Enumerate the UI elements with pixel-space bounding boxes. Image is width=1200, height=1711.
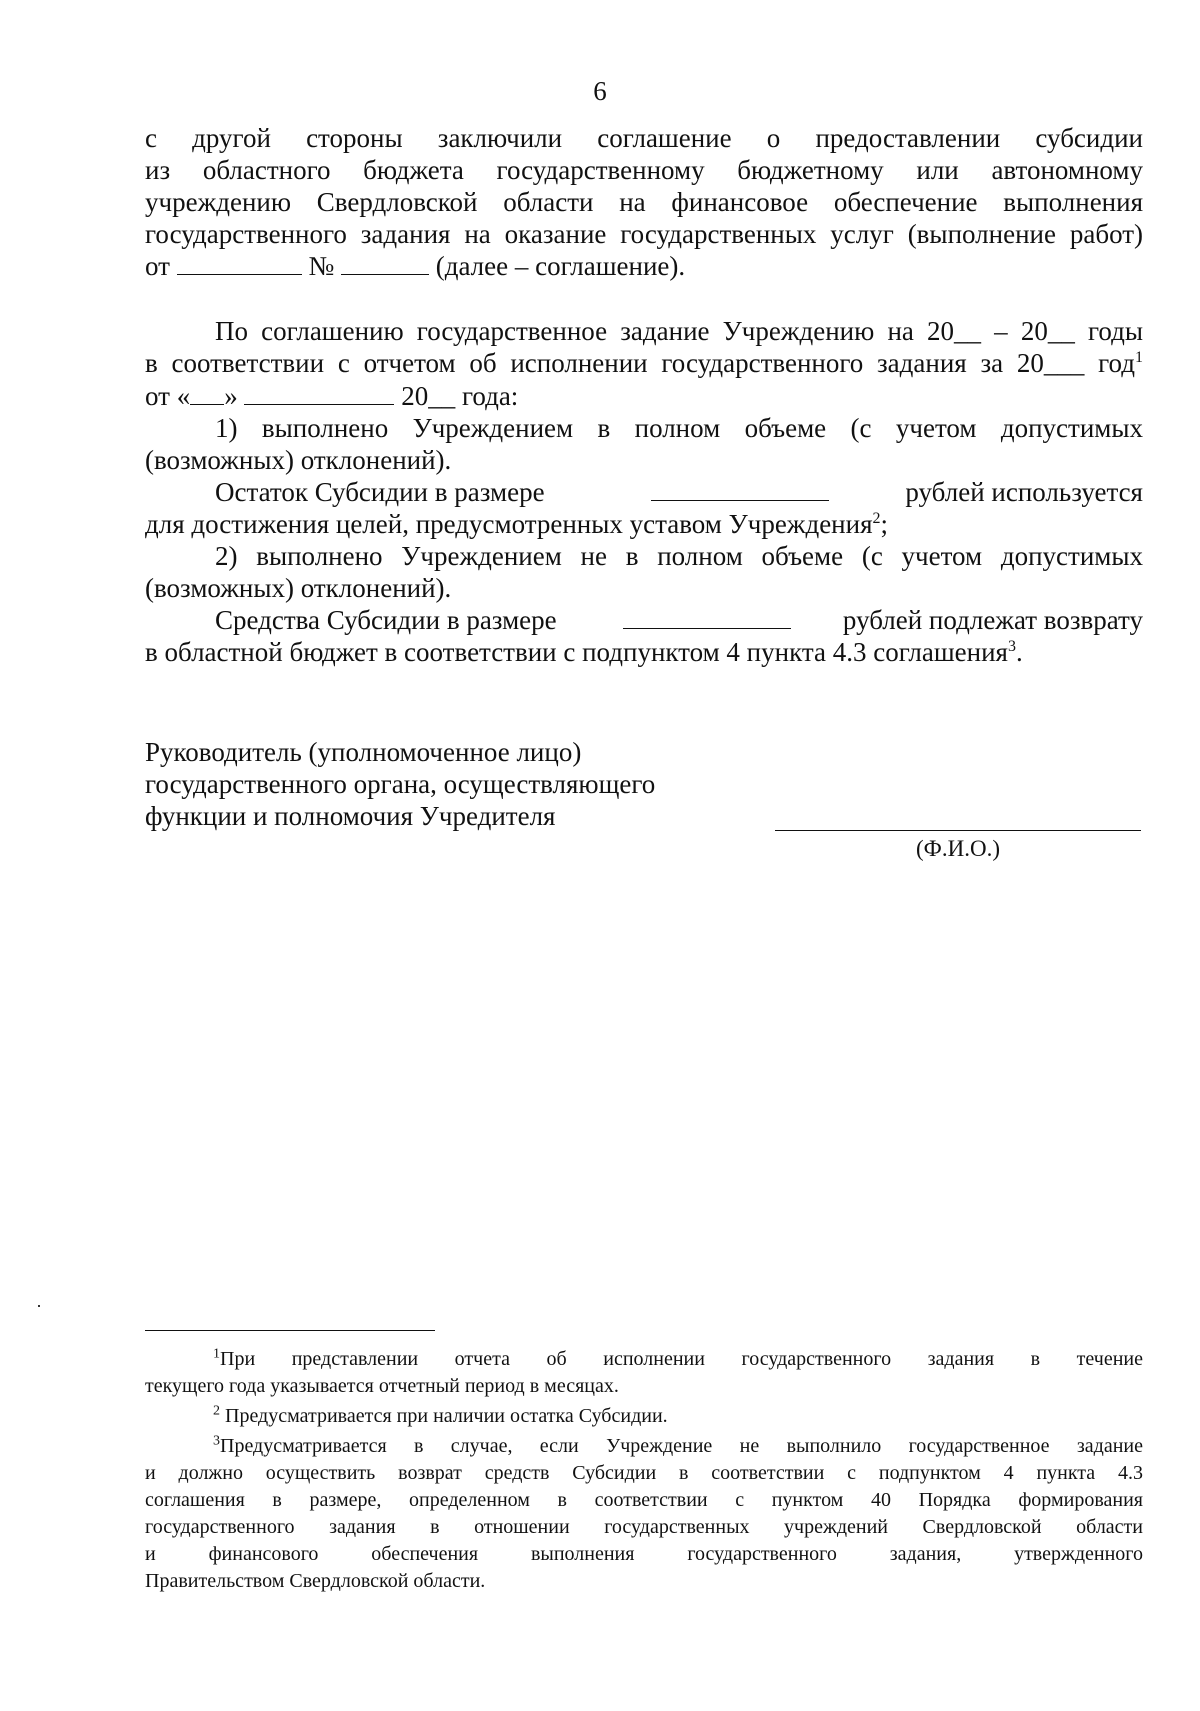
item2-line2: (возможных) отклонений).: [145, 573, 452, 603]
para1-line3: учреждению Свердловской области на финансовое обеспечение выполнения: [145, 187, 1143, 217]
para2-line3: от « » 20__ года:: [145, 381, 519, 411]
month-blank: [244, 382, 394, 405]
return-line: Средства Субсидии в размере рублей подлежат возврату: [215, 605, 1143, 635]
para1-line2: из областного бюджета государственному бюджетному или автономному: [145, 155, 1143, 185]
footnote-1-line2: текущего года указывается отчетный период в месяцах.: [145, 1375, 619, 1397]
footnote-ref-2: 2: [872, 510, 881, 527]
footnote-ref-3: 3: [1007, 638, 1016, 655]
para1-line5: [145, 250, 1143, 282]
signatory-line2: государственного органа, осуществляющего: [145, 769, 656, 799]
footnote-1-line1: $^1$При представлении отчета об исполнении государственного задания в течение: [213, 1346, 1143, 1370]
remainder-amount-blank: [651, 478, 829, 501]
footnote-3-line1: $^3$Предусматривается в случае, если Учреждение не выполнило государственное задание: [213, 1433, 1143, 1457]
footnote-separator: [145, 1330, 435, 1331]
day-blank: [190, 382, 224, 405]
item2-line1: 2) выполнено Учреждением не в полном объеме (с учетом допустимых: [215, 541, 1143, 571]
signature-line: [775, 830, 1141, 831]
para2-line1: По соглашению государственное задание Учреждению на 20__ – 20__ годы: [215, 316, 1143, 346]
fio-caption: (Ф.И.О.): [916, 836, 1000, 861]
agreement-date-blank: [177, 252, 302, 275]
para1-line4: государственного задания на оказание государственных услуг (выполнение работ): [145, 219, 1143, 249]
scan-speck: [38, 1305, 40, 1307]
footnote-3-line3: соглашения в размере, определенном в соответствии с пунктом 40 Порядка формирования: [145, 1489, 1143, 1511]
footnote-3-line4: государственного задания в отношении государственных учреждений Свердловской области: [145, 1516, 1143, 1538]
signatory-line3: функции и полномочия Учредителя: [145, 801, 556, 831]
page-number: 6: [593, 76, 607, 106]
footnote-3-line6: Правительством Свердловской области.: [145, 1570, 486, 1592]
item1-line1: 1) выполнено Учреждением в полном объеме (с учетом допустимых: [215, 413, 1143, 443]
remainder-line2: для достижения целей, предусмотренных уставом Учреждения$^2$;: [145, 509, 889, 539]
agreement-number-blank: [341, 252, 429, 275]
footnote-3-line2: и должно осуществить возврат средств Субсидии в соответствии с подпунктом 4 пункта 4.3: [145, 1462, 1143, 1484]
para1-line1: с другой стороны заключили соглашение о предоставлении субсидии: [145, 123, 1143, 153]
date-from-label: от: [145, 251, 170, 281]
return-line2: в областной бюджет в соответствии с подпунктом 4 пункта 4.3 соглашения$^3$.: [145, 637, 1023, 667]
item1-line2: (возможных) отклонений).: [145, 445, 452, 475]
footnote-3-line5: и финансового обеспечения выполнения государственного задания, утвержденного: [145, 1543, 1143, 1565]
number-sign: №: [308, 251, 335, 281]
signatory-line1: Руководитель (уполномоченное лицо): [145, 737, 582, 767]
footnote-ref-1: 1: [1135, 349, 1143, 366]
return-amount-blank: [623, 606, 791, 629]
para2-line2: в соответствии с отчетом об исполнении государственного задания за 20___ год$^1$: [145, 348, 1143, 378]
footnote-2: $^2$ Предусматривается при наличии остатка Субсидии.: [213, 1403, 668, 1427]
remainder-line: Остаток Субсидии в размере рублей используется: [215, 477, 1143, 507]
agreement-reference: (далее – соглашение).: [435, 251, 686, 281]
